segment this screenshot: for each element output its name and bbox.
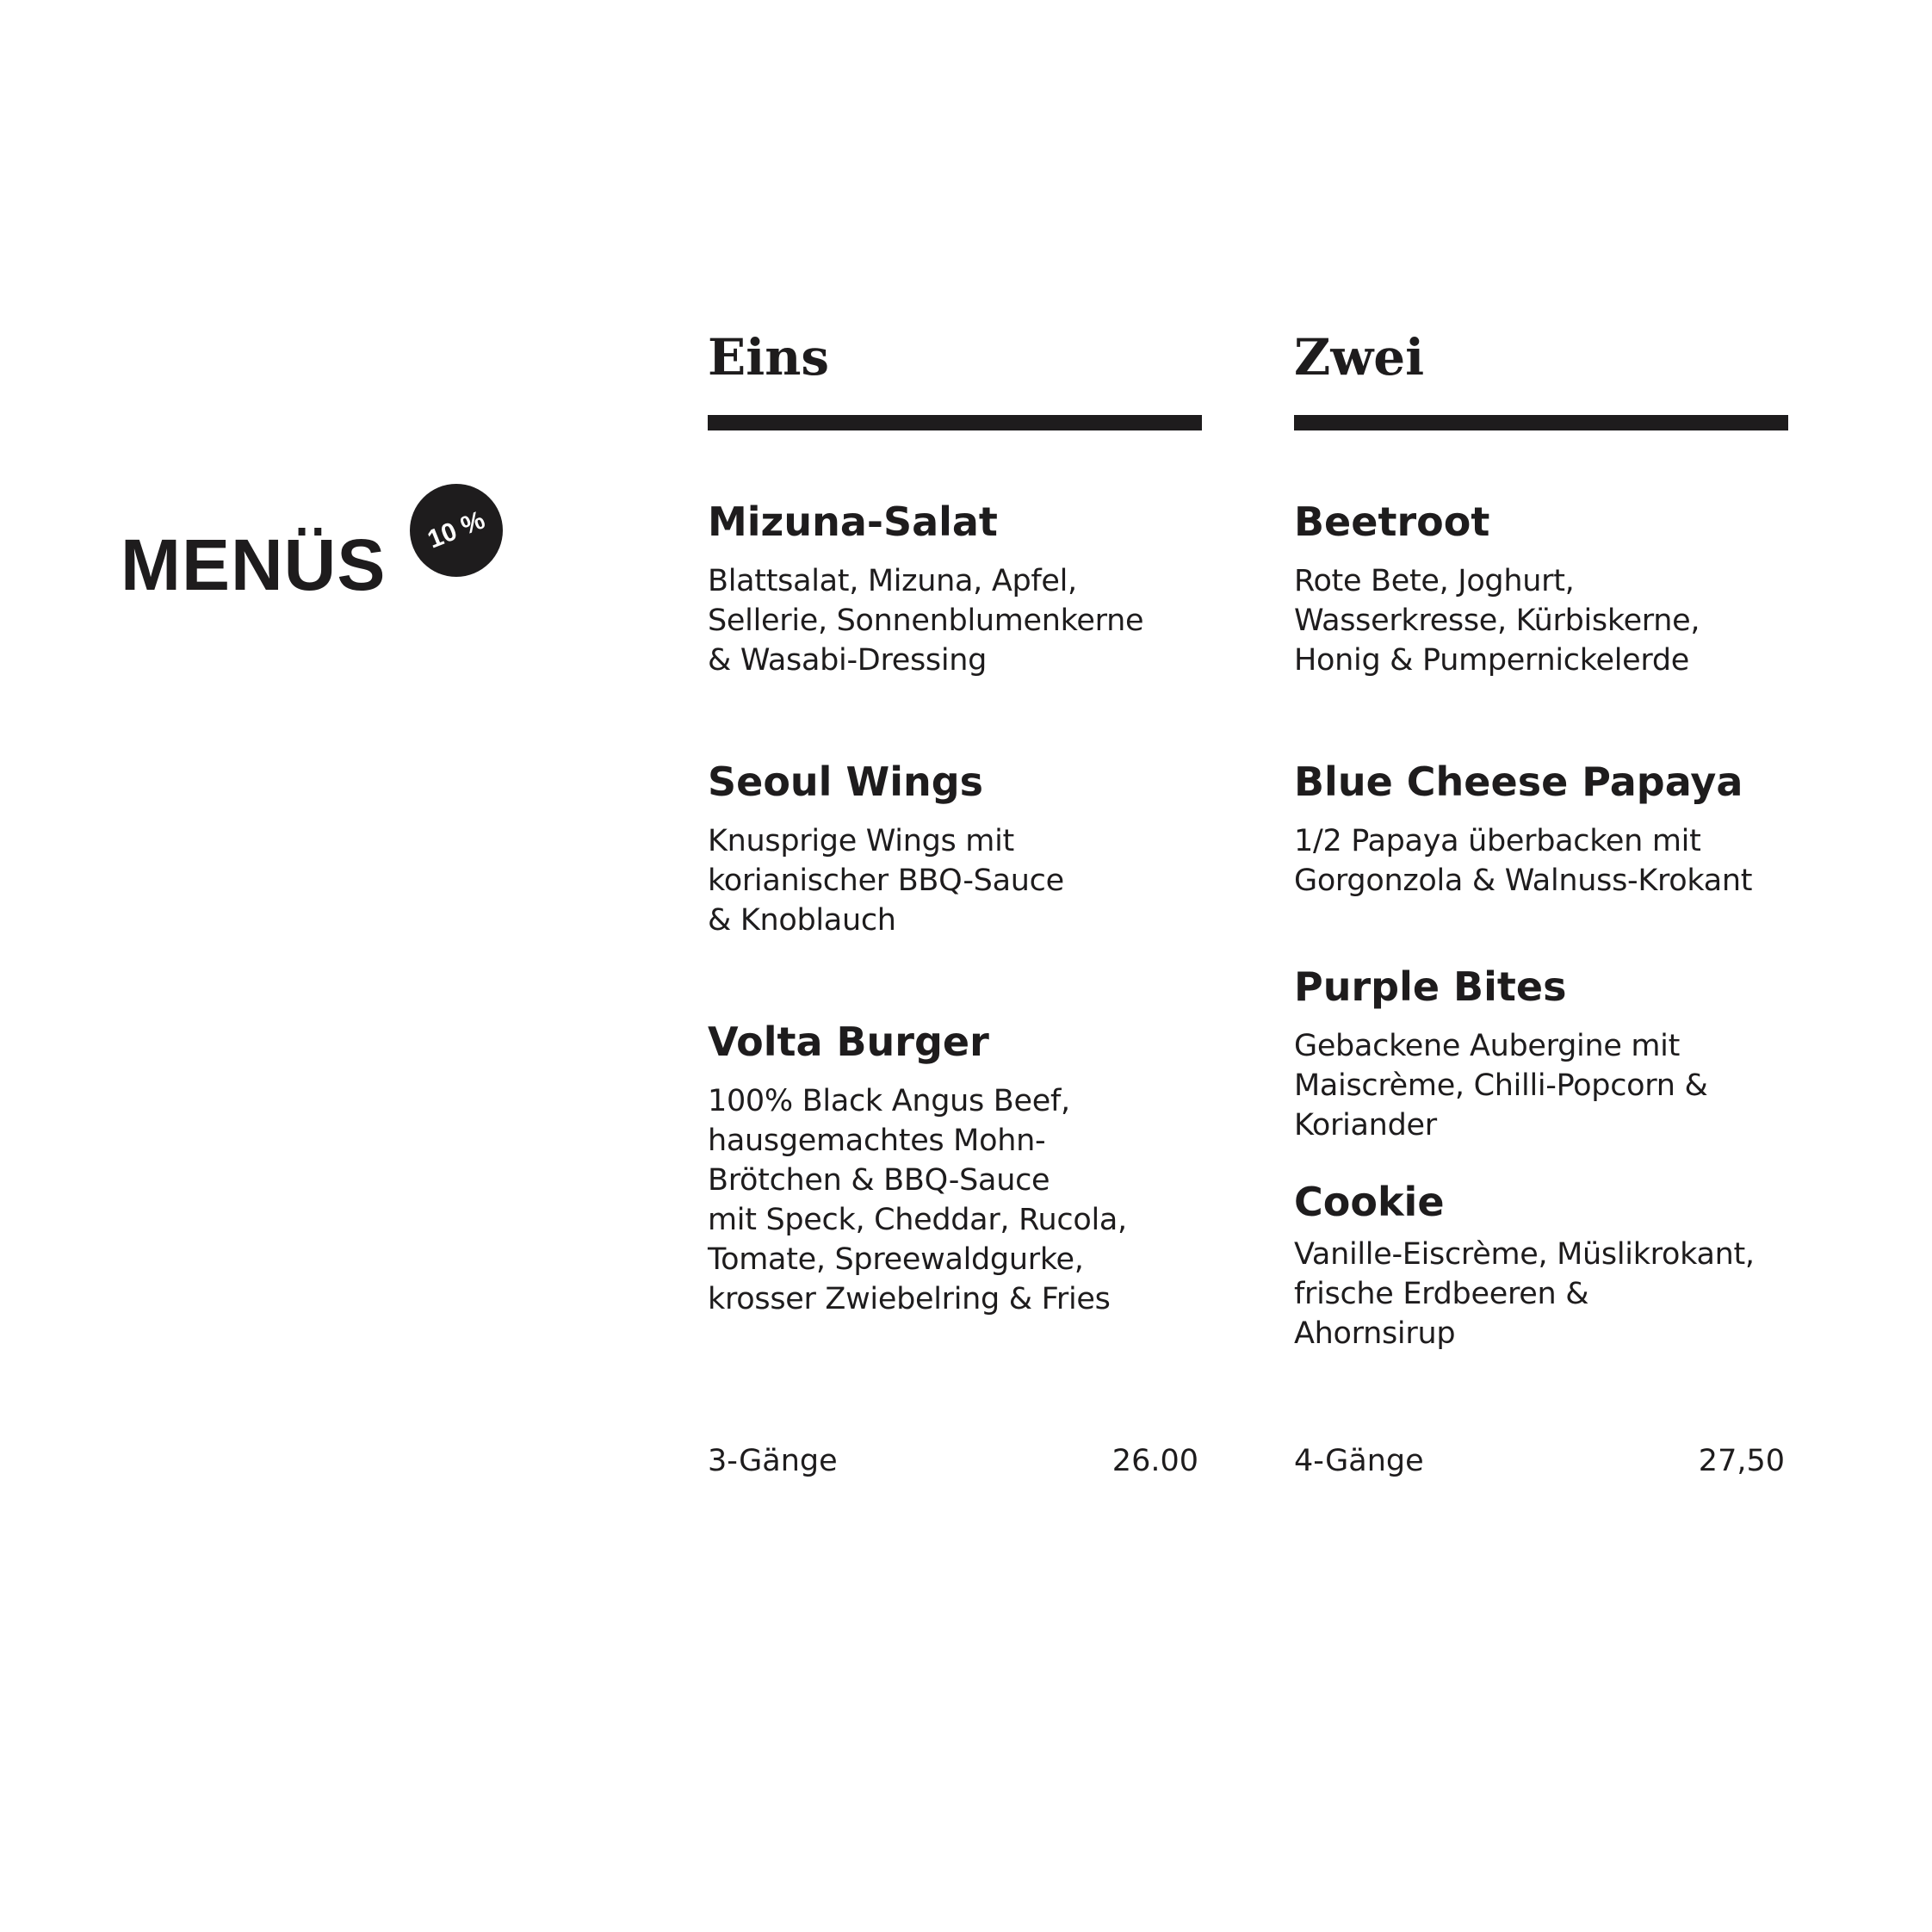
dish-name: Seoul Wings: [708, 759, 984, 805]
dish-item: [1294, 963, 1789, 1145]
heading-rule: [1294, 415, 1788, 430]
price-row: [1294, 1441, 1785, 1481]
dish-description: 100% Black Angus Beef, hausgemachtes Mohn- Brötchen & BBQ-Sauce mit Speck, Cheddar, Rucola, Tomate, Spreewaldgurke, krosser Zwiebelring & Fries: [708, 1084, 1127, 1316]
dish-name: Beetroot: [1294, 498, 1490, 545]
dish-name: Purple Bites: [1294, 963, 1567, 1010]
column-heading: Eins: [708, 328, 830, 387]
dish-description: Gebackene Aubergine mit Maiscrème, Chilli-Popcorn & Koriander: [1294, 1029, 1708, 1142]
dish-description: Blattsalat, Mizuna, Apfel, Sellerie, Sonnenblumenkerne & Wasabi-Dressing: [708, 564, 1144, 678]
menu-column-zwei: [1294, 327, 1789, 1478]
page-title: MENÜS: [121, 524, 387, 605]
dish-name: Mizuna-Salat: [708, 498, 998, 545]
dish-item: [1294, 498, 1789, 680]
dish-item: [708, 498, 1203, 680]
dish-description: Rote Bete, Joghurt, Wasserkresse, Kürbiskerne, Honig & Pumpernickelerde: [1294, 564, 1700, 678]
column-heading: Zwei: [1294, 328, 1425, 387]
courses-label: 3-Gänge: [708, 1444, 838, 1478]
dish-description: 1/2 Papaya überbacken mit Gorgonzola & Walnuss-Krokant: [1294, 824, 1753, 898]
menu-column-eins: [708, 327, 1203, 1478]
dish-item: [708, 1018, 1203, 1319]
dish-item: [708, 758, 1203, 940]
dish-name: Volta Burger: [708, 1019, 989, 1065]
dish-item: [1294, 758, 1789, 901]
discount-badge: [410, 484, 503, 577]
price-value: 26.00: [1112, 1444, 1198, 1478]
price-row: [708, 1441, 1198, 1481]
courses-label: 4-Gänge: [1294, 1444, 1424, 1478]
dish-description: Knusprige Wings mit korianischer BBQ-Sauce & Knoblauch: [708, 824, 1064, 938]
dish-name: Blue Cheese Papaya: [1294, 759, 1743, 805]
price-value: 27,50: [1698, 1444, 1785, 1478]
dish-description: Vanille-Eiscrème, Müslikrokant, frische Erdbeeren & Ahornsirup: [1294, 1237, 1755, 1351]
dish-item: [1294, 1178, 1789, 1353]
heading-rule: [708, 415, 1202, 430]
discount-badge-label: 10 %: [423, 505, 489, 554]
dish-name: Cookie: [1294, 1179, 1445, 1225]
